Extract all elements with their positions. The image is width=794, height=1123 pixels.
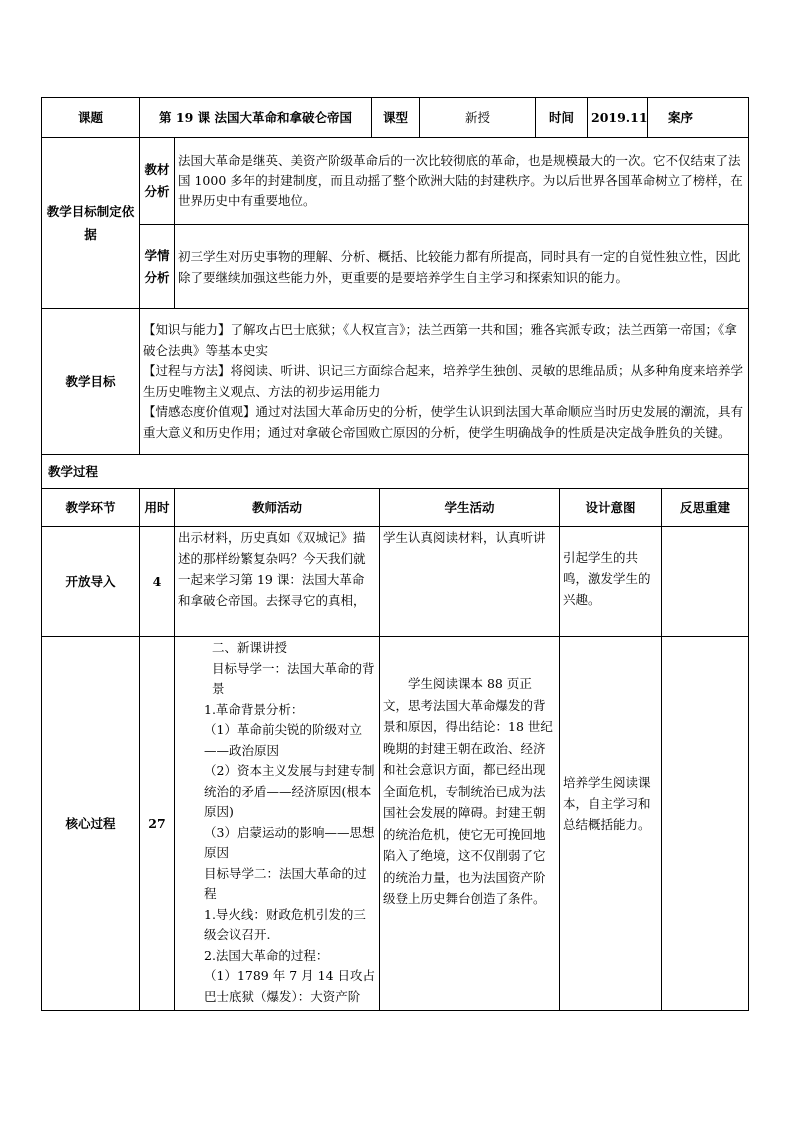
col-time: 用时 xyxy=(140,489,175,527)
time-label: 时间 xyxy=(536,98,588,138)
teacher-line: 1.革命背景分析： xyxy=(204,701,304,717)
header-table xyxy=(41,97,749,489)
col-reflection: 反思重建 xyxy=(662,489,749,527)
row-design: 培养学生阅读课本，自主学习和总结概括能力。 xyxy=(560,637,662,1011)
col-teacher: 教师活动 xyxy=(175,489,380,527)
row-reflection xyxy=(662,637,749,1011)
teacher-line: 2.法国大革命的过程： xyxy=(204,947,329,963)
topic-value: 第 19 课 法国大革命和拿破仑帝国 xyxy=(140,98,372,138)
row-student: 学生阅读课本 88 页正文，思考法国大革命爆发的背景和原因，得出结论：18 世纪晚期的封建王朝在政治、经济和社会意识方面，都已经出现全面危机，专制统治已成为法国社会发展的障碍。封建王朝的统治危机，使它无可挽回地陷入了绝境，这不仅削弱了它的统治力量，也为法国资产阶级登上历史舞台创造了条件。 xyxy=(380,637,560,1011)
teacher-line: （2）资本主义发展与封建专制统治的矛盾——经济原因(根本原因) xyxy=(204,763,375,819)
teacher-line: （1）1789 年 7 月 14 日攻占巴士底狱（爆发）：大资产阶 xyxy=(204,968,375,1004)
student-analysis-text: 初三学生对历史事物的理解、分析、概括、比较能力都有所提高，同时具有一定的自觉性独立性，因此除了要继续加强这些能力外，更重要的是要培养学生自主学习和探索知识的能力。 xyxy=(175,225,749,309)
lesson-plan xyxy=(41,97,748,1011)
row-time: 27 xyxy=(140,637,175,1011)
teacher-line: 目标导学二：法国大革命的过程 xyxy=(204,865,367,901)
case-label: 案序 xyxy=(648,98,749,138)
row-time: 4 xyxy=(140,527,175,637)
process-title: 教学过程 xyxy=(42,455,749,489)
row-stage: 开放导入 xyxy=(42,527,140,637)
teacher-line: （1）革命前尖锐的阶级对立——政治原因 xyxy=(204,722,362,758)
goal-emotion: 【情感态度价值观】通过对法国大革命历史的分析，使学生认识到法国大革命顺应当时历史发展的潮流，具有重大意义和历史作用；通过对拿破仑帝国败亡原因的分析，使学生明确战争的性质是决定战争胜负的关键。 xyxy=(143,404,744,440)
basis-label: 教学目标制定依据 xyxy=(42,138,140,309)
teacher-line: 目标导学一：法国大革命的背景 xyxy=(212,660,375,696)
type-value: 新授 xyxy=(420,98,536,138)
col-student: 学生活动 xyxy=(380,489,560,527)
goal-knowledge: 【知识与能力】了解攻占巴士底狱；《人权宣言》；法兰西第一共和国；雅各宾派专政；法兰西第一帝国；《拿破仑法典》等基本史实 xyxy=(143,322,737,358)
goal-process: 【过程与方法】将阅读、听讲、识记三方面综合起来，培养学生独创、灵敏的思维品质；从多种角度来培养学生历史唯物主义观点、方法的初步运用能力 xyxy=(143,363,744,399)
table-row xyxy=(42,527,749,637)
student-analysis-label: 学情分析 xyxy=(140,225,175,309)
material-text: 法国大革命是继英、美资产阶级革命后的一次比较彻底的革命，也是规模最大的一次。它不仅结束了法国 1000 多年的封建制度，而且动摇了整个欧洲大陆的封建秩序。为以后世界各国革命树立了榜样，在世界历史中有重要地位。 xyxy=(175,138,749,225)
teacher-line: 二、新课讲授 xyxy=(212,640,288,655)
table-row xyxy=(42,637,749,1011)
row-stage: 核心过程 xyxy=(42,637,140,1011)
teacher-line: 1.导火线：财政危机引发的三级会议召开. xyxy=(204,906,366,942)
type-label: 课型 xyxy=(372,98,420,138)
row-student: 学生认真阅读材料，认真听讲 xyxy=(380,527,560,637)
material-label: 教材分析 xyxy=(140,138,175,225)
process-table xyxy=(41,488,749,1011)
row-teacher: 出示材料，历史真如《双城记》描述的那样纷繁复杂吗？今天我们就一起来学习第 19 课：法国大革命和拿破仑帝国。去探寻它的真相， xyxy=(175,527,380,637)
row-design: 引起学生的共鸣，激发学生的兴趣。 xyxy=(560,527,662,637)
row-reflection xyxy=(662,527,749,637)
col-design: 设计意图 xyxy=(560,489,662,527)
col-stage: 教学环节 xyxy=(42,489,140,527)
goals-label: 教学目标 xyxy=(42,309,140,455)
time-value: 2019.11 xyxy=(588,98,648,138)
teacher-line: （3）启蒙运动的影响——思想原因 xyxy=(204,824,375,860)
topic-label: 课题 xyxy=(42,98,140,138)
